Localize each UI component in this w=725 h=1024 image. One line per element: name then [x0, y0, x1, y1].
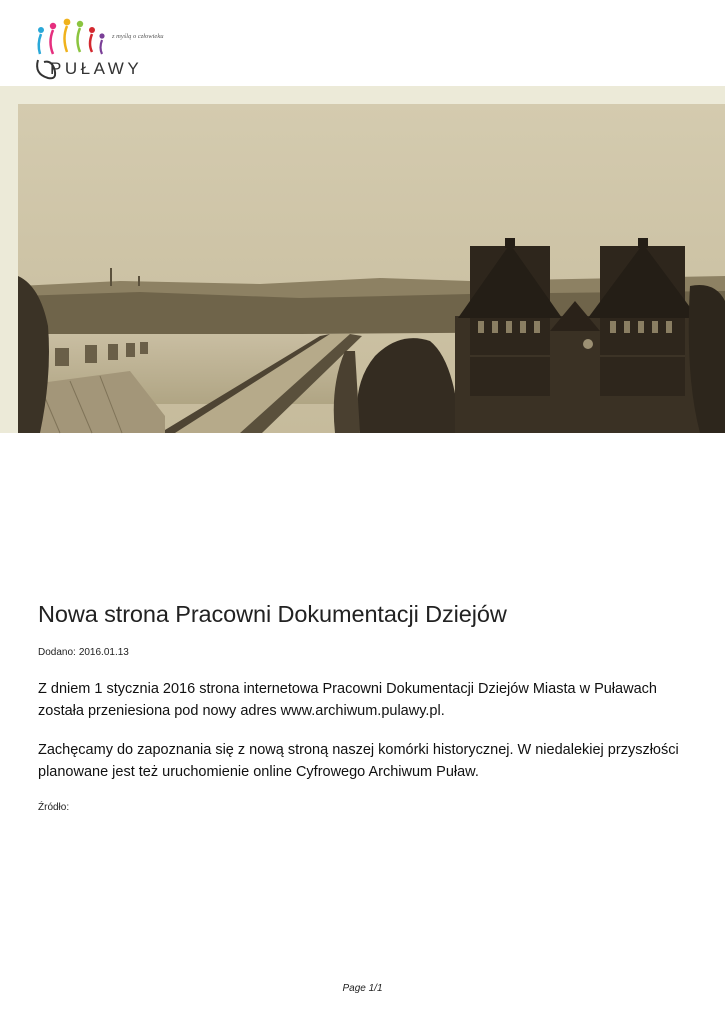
date-value: 2016.01.13: [78, 647, 129, 658]
svg-text:PUŁAWY: PUŁAWY: [50, 59, 143, 78]
hero-banner: [0, 86, 725, 433]
pulawy-logo-icon: [32, 16, 164, 86]
article-paragraph: Z dniem 1 stycznia 2016 strona internetowa Pracowni Dokumentacji Dziejów Miasta w Puławach została przeniesiona pod nowy adres www.archiwum.pulawy.pl.: [38, 681, 657, 719]
date-label: Dodano:: [38, 647, 76, 658]
historic-photo: [0, 86, 725, 433]
pulawy-logo[interactable]: [32, 16, 164, 86]
article-paragraph: Zachęcamy do zapoznania się z nową stroną naszej komórki historycznej. W niedalekiej przyszłości planowane jest też uruchomienie online Cyfrowego Archiwum Puław.: [38, 742, 679, 780]
svg-text:z myślą o człowieku: z myślą o człowieku: [112, 33, 164, 40]
post-date: [38, 647, 129, 658]
article-title: Nowa strona Pracowni Dokumentacji Dziejów: [38, 601, 507, 627]
source-label: Źródło:: [38, 802, 70, 813]
page-number: Page 1/1: [342, 983, 383, 994]
